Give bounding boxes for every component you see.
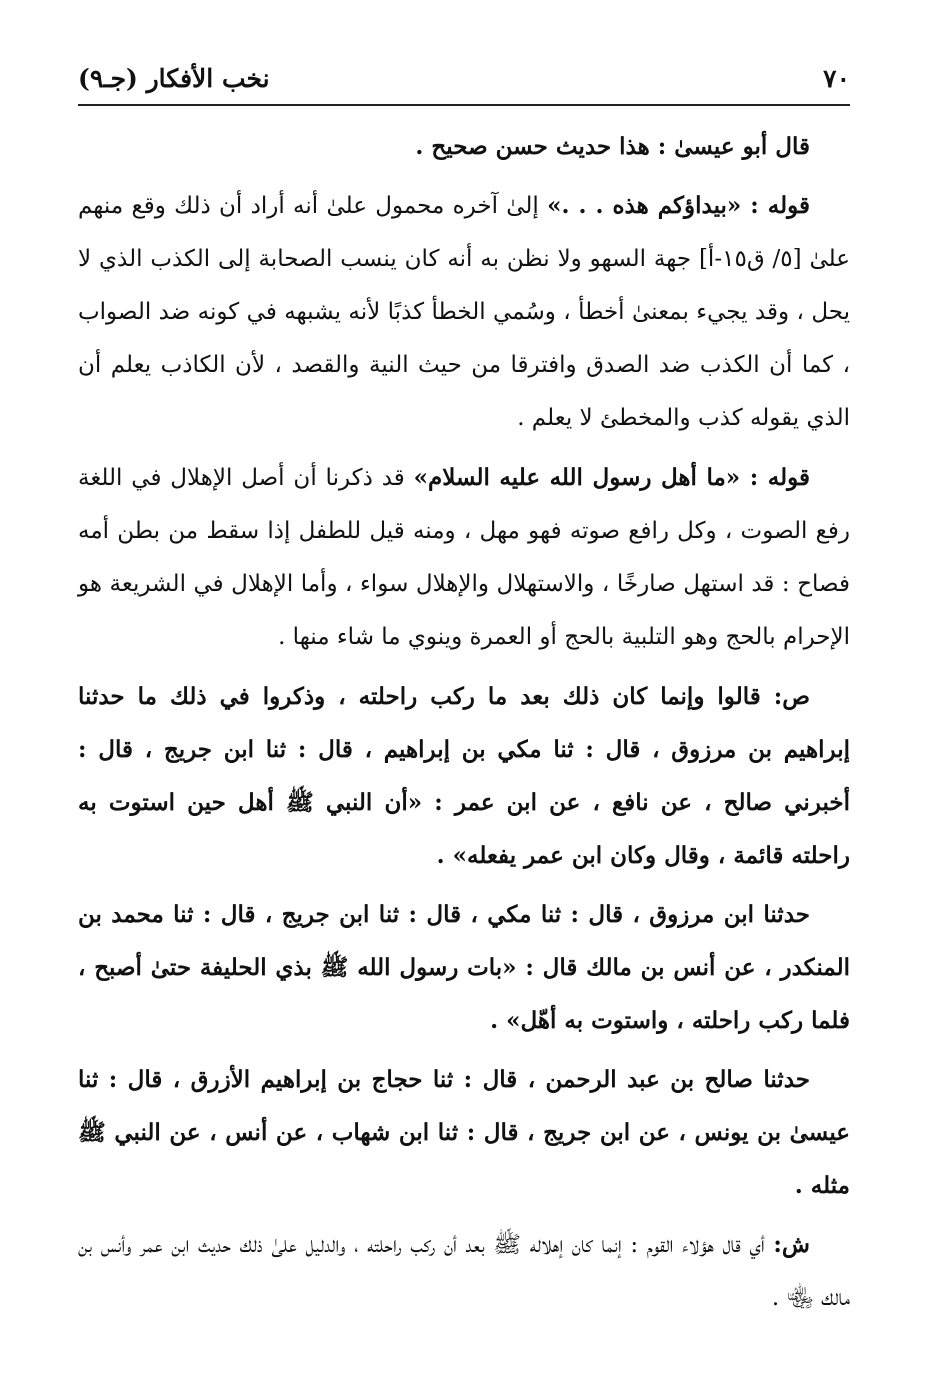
quoted-phrase: قوله : «ما أهل رسول الله عليه السلام»	[413, 464, 810, 491]
page-body	[78, 120, 850, 1325]
paragraph-3	[78, 451, 850, 664]
paragraph-4	[78, 670, 850, 882]
paragraph-text: قال أبو عيسىٰ : هذا حديث حسن صحيح .	[415, 133, 810, 160]
paragraph-text: حدثنا صالح بن عبد الرحمن ، قال : ثنا حجاج بن إبراهيم الأزرق ، قال : ثنا عيسىٰ بن يونس ، عن ابن جريج ، قال : ثنا ابن شهاب ، عن أنس ، عن النبي ﷺ مثله .	[78, 1066, 850, 1199]
paragraph-6	[78, 1053, 850, 1212]
paragraph-text: أي قال هؤلاء القوم : إنما كان إهلاله ﷺ بعد أن ركب راحلته ، والدليل علىٰ ذلك حديث ابن عمر وأنس بن مالك ﵄ .	[78, 1232, 850, 1311]
paragraph-text: إلىٰ آخره محمول علىٰ أنه أراد أن ذلك وقع منهم علىٰ [٥/ ق١٥-أ] جهة السهو ولا نظن به أنه كان ينسب الصحابة إلى الكذب الذي لا يحل ، وقد يجيء بمعنىٰ أخطأ ، وسُمي الخطأ كذبًا لأنه يشبهه في كونه ضد الصواب ، كما أن الكذب ضد الصدق وافترقا من حيث النية والقصد ، لأن الكاذب يعلم أن الذي يقوله كذب والمخطئ لا يعلم .	[78, 193, 850, 431]
running-title: نخب الأفكار (جـ٩)	[78, 64, 270, 93]
paragraph-5	[78, 888, 850, 1047]
section-marker: ص:	[773, 683, 810, 710]
paragraph-1	[78, 120, 850, 173]
paragraph-2	[78, 179, 850, 445]
quoted-phrase: قوله : «بيداؤكم هذه . . .»	[547, 192, 810, 219]
page-header	[78, 64, 850, 106]
paragraph-text: حدثنا ابن مرزوق ، قال : ثنا مكي ، قال : ثنا ابن جريج ، قال : ثنا محمد بن المنكدر ، عن أنس بن مالك قال : «بات رسول الله ﷺ بذي الحليفة حتىٰ أصبح ، فلما ركب راحلته ، واستوت به أهّل» .	[78, 901, 850, 1034]
paragraph-7	[78, 1218, 850, 1325]
page-number: ٧٠	[823, 64, 850, 93]
paragraph-text: قد ذكرنا أن أصل الإهلال في اللغة رفع الصوت ، وكل رافع صوته فهو مهل ، ومنه قيل للطفل إذا سقط من بطن أمه فصاح : قد استهل صارخًا ، والاستهلال والإهلال سواء ، وأما الإهلال في الشريعة هو الإحرام بالحج وهو التلبية بالحج أو العمرة وينوي ما شاء منها .	[78, 465, 850, 650]
section-marker: ش:	[773, 1231, 810, 1258]
paragraph-text: قالوا وإنما كان ذلك بعد ما ركب راحلته ، وذكروا في ذلك ما حدثنا إبراهيم بن مرزوق ، قال : ثنا مكي بن إبراهيم ، قال : ثنا ابن جريج ، قال : أخبرني صالح ، عن نافع ، عن ابن عمر : «أن النبي ﷺ أهل حين استوت به راحلته قائمة ، وقال وكان ابن عمر يفعله» .	[78, 683, 850, 869]
